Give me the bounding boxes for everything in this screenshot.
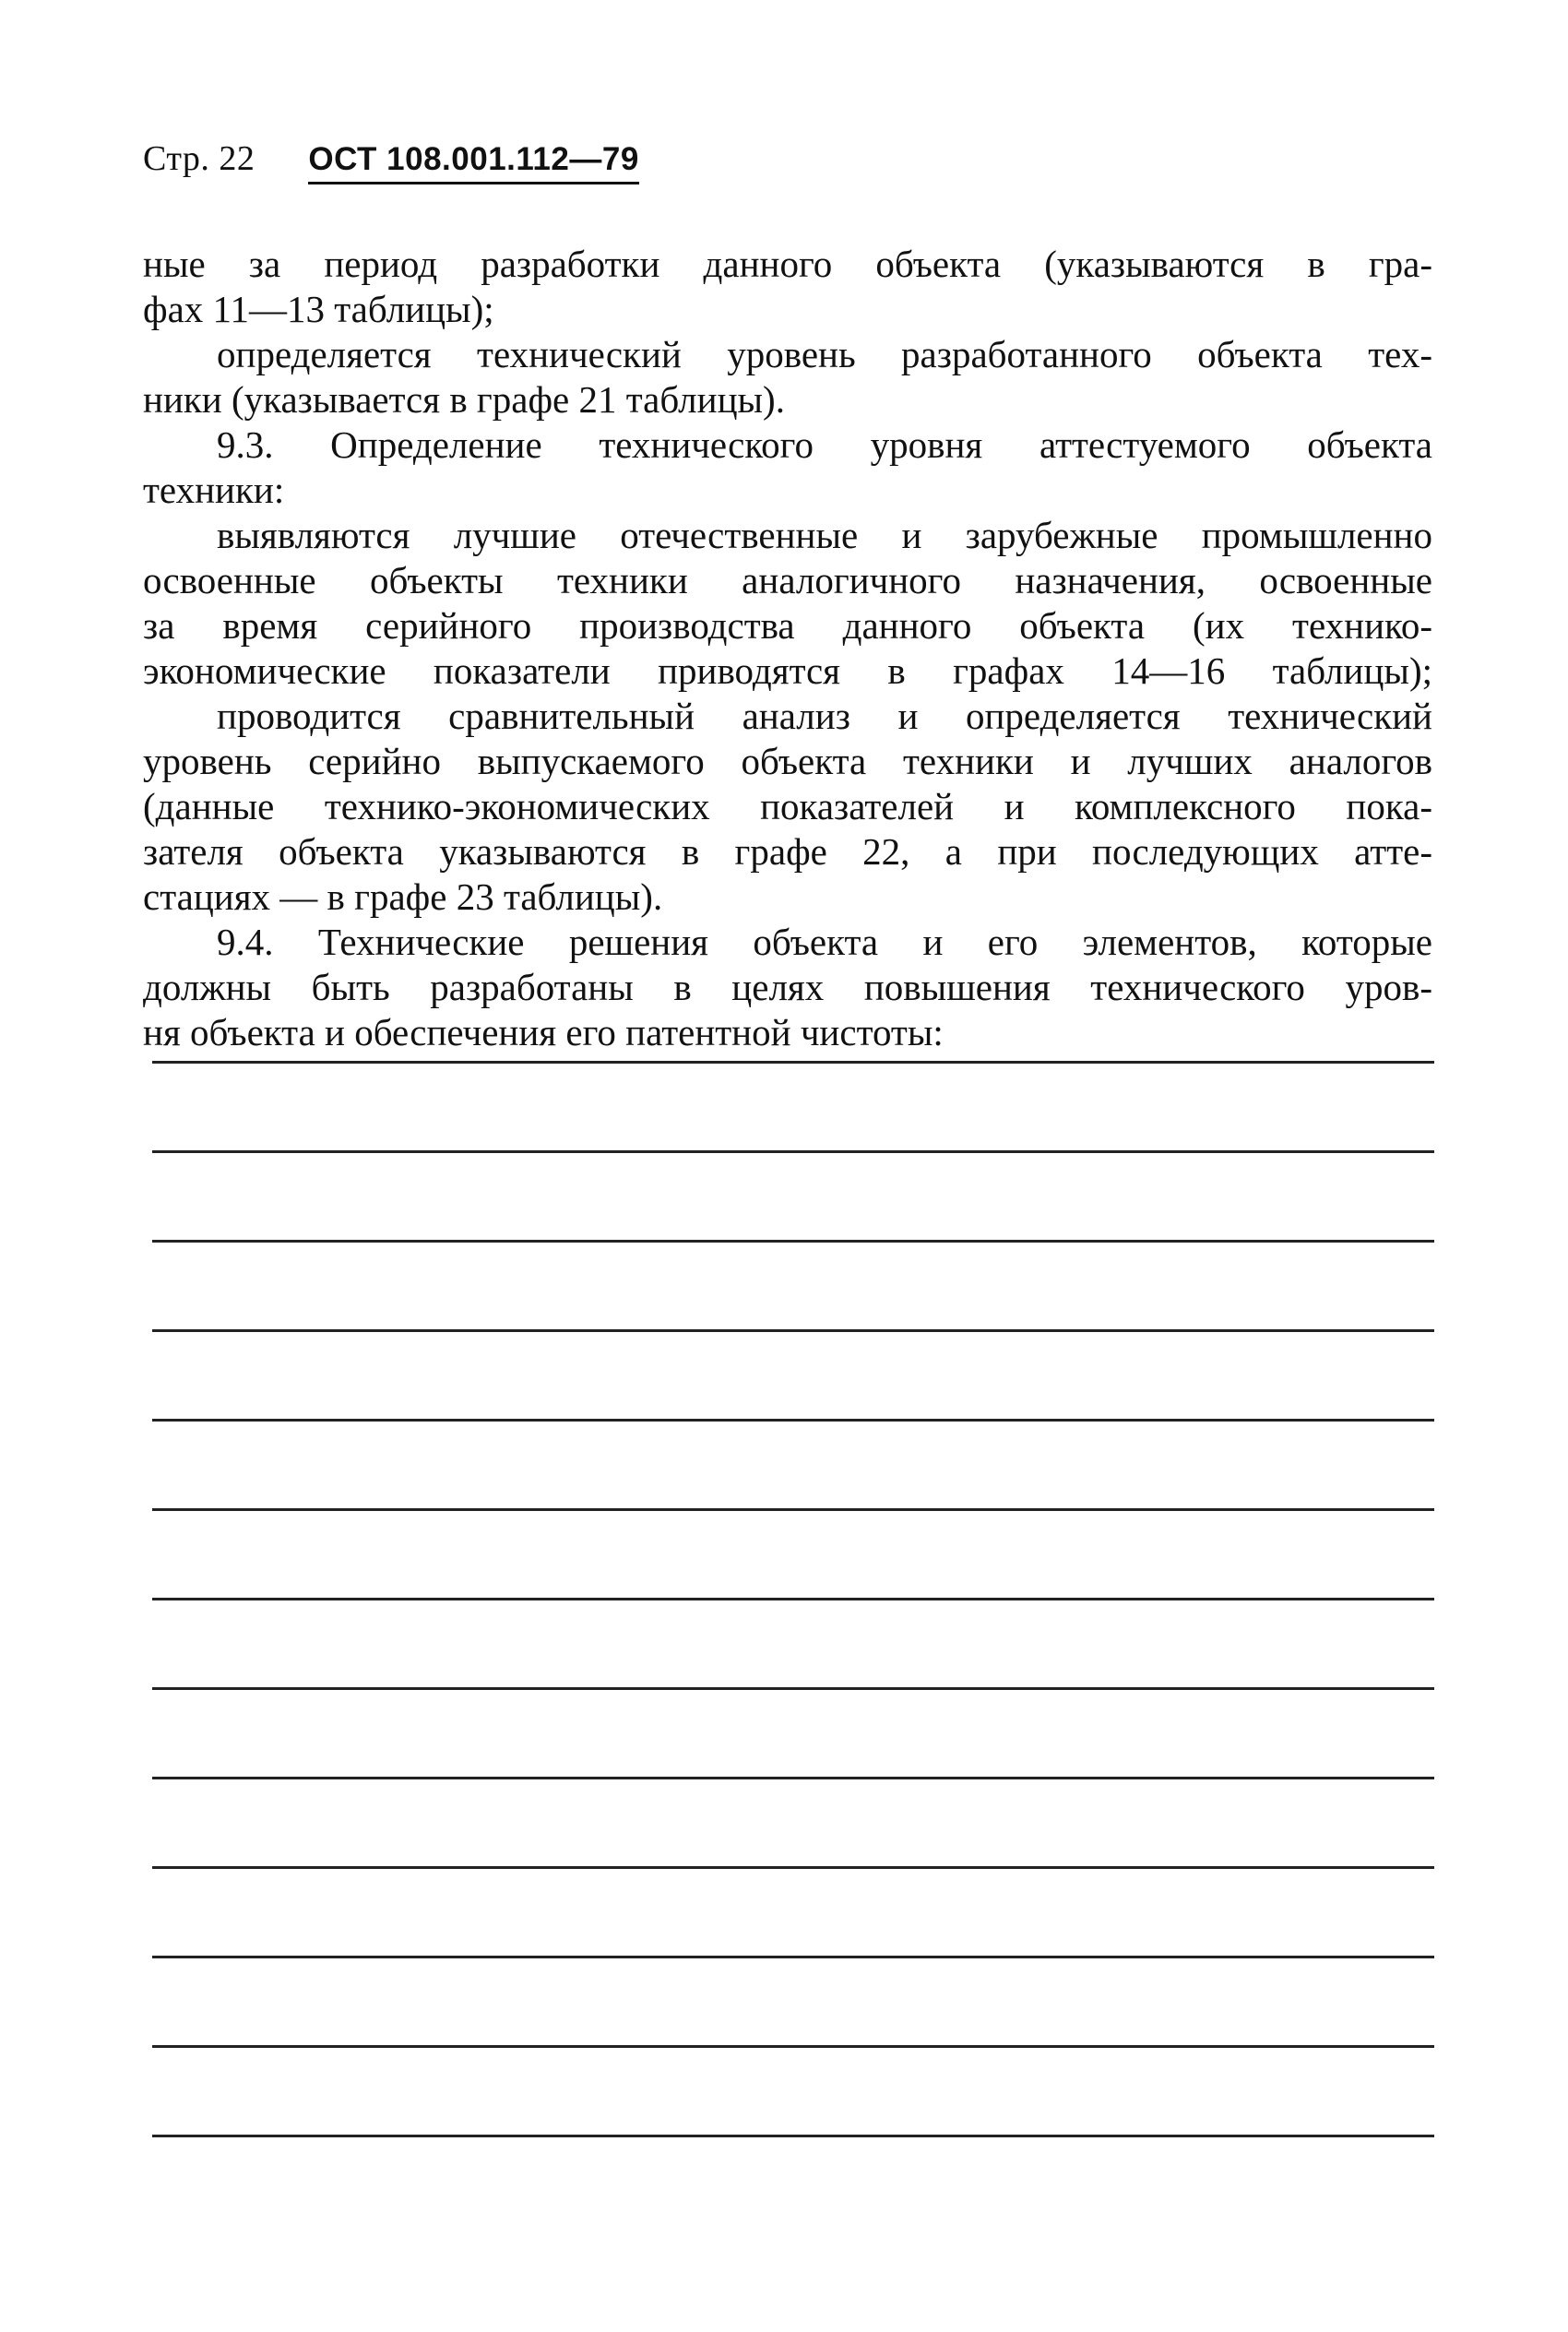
standard-code: ОСТ 108.001.112—79 — [308, 141, 638, 184]
text-line: должны быть разработаны в целях повышения технического уров- — [143, 966, 1432, 1008]
blank-rule-line — [152, 1508, 1434, 1511]
text-line: уровень серийно выпускаемого объекта техники и лучших аналогов — [143, 740, 1432, 782]
text-line: проводится сравнительный анализ и определяется технический — [217, 695, 1432, 737]
page-number: Стр. 22 — [143, 139, 255, 178]
page-header — [143, 138, 639, 184]
blank-rule-line — [152, 1777, 1434, 1779]
blank-rule-line — [152, 1956, 1434, 1958]
blank-rule-line — [152, 1866, 1434, 1869]
text-line: освоенные объекты техники аналогичного назначения, освоенные — [143, 559, 1432, 601]
blank-rule-line — [152, 1240, 1434, 1243]
text-line: фах 11—13 таблицы); — [143, 288, 494, 330]
blank-rule-line — [152, 2135, 1434, 2137]
blank-rule-line — [152, 1598, 1434, 1600]
blank-rule-line — [152, 1419, 1434, 1422]
text-line: определяется технический уровень разработанного объекта тех- — [217, 333, 1432, 375]
text-line: ня объекта и обеспечения его патентной чистоты: — [143, 1011, 944, 1053]
blank-rule-line — [152, 1329, 1434, 1332]
text-line: за время серийного производства данного объекта (их технико- — [143, 604, 1432, 647]
blank-fill-lines — [152, 1061, 1434, 2224]
text-line: ники (указывается в графе 21 таблицы). — [143, 378, 785, 421]
blank-rule-line — [152, 2045, 1434, 2048]
section-9-3-heading: 9.3. Определение технического уровня аттестуемого объекта — [217, 423, 1432, 466]
text-line: стациях — в графе 23 таблицы). — [143, 875, 663, 918]
document-body — [143, 242, 1432, 1055]
text-line: экономические показатели приводятся в графах 14—16 таблицы); — [143, 649, 1432, 692]
blank-rule-line — [152, 1061, 1434, 1064]
text-line: (данные технико-экономических показателей и комплексного пока- — [143, 785, 1432, 827]
text-line: техники: — [143, 469, 285, 511]
blank-rule-line — [152, 1150, 1434, 1153]
text-line: выявляются лучшие отечественные и зарубежные промышленно — [217, 514, 1432, 556]
text-line: зателя объекта указываются в графе 22, а при последующих атте- — [143, 830, 1432, 873]
blank-rule-line — [152, 1687, 1434, 1690]
section-9-4-heading: 9.4. Технические решения объекта и его элементов, которые — [217, 921, 1432, 963]
text-line: ные за период разработки данного объекта (указываются в гра- — [143, 243, 1432, 285]
